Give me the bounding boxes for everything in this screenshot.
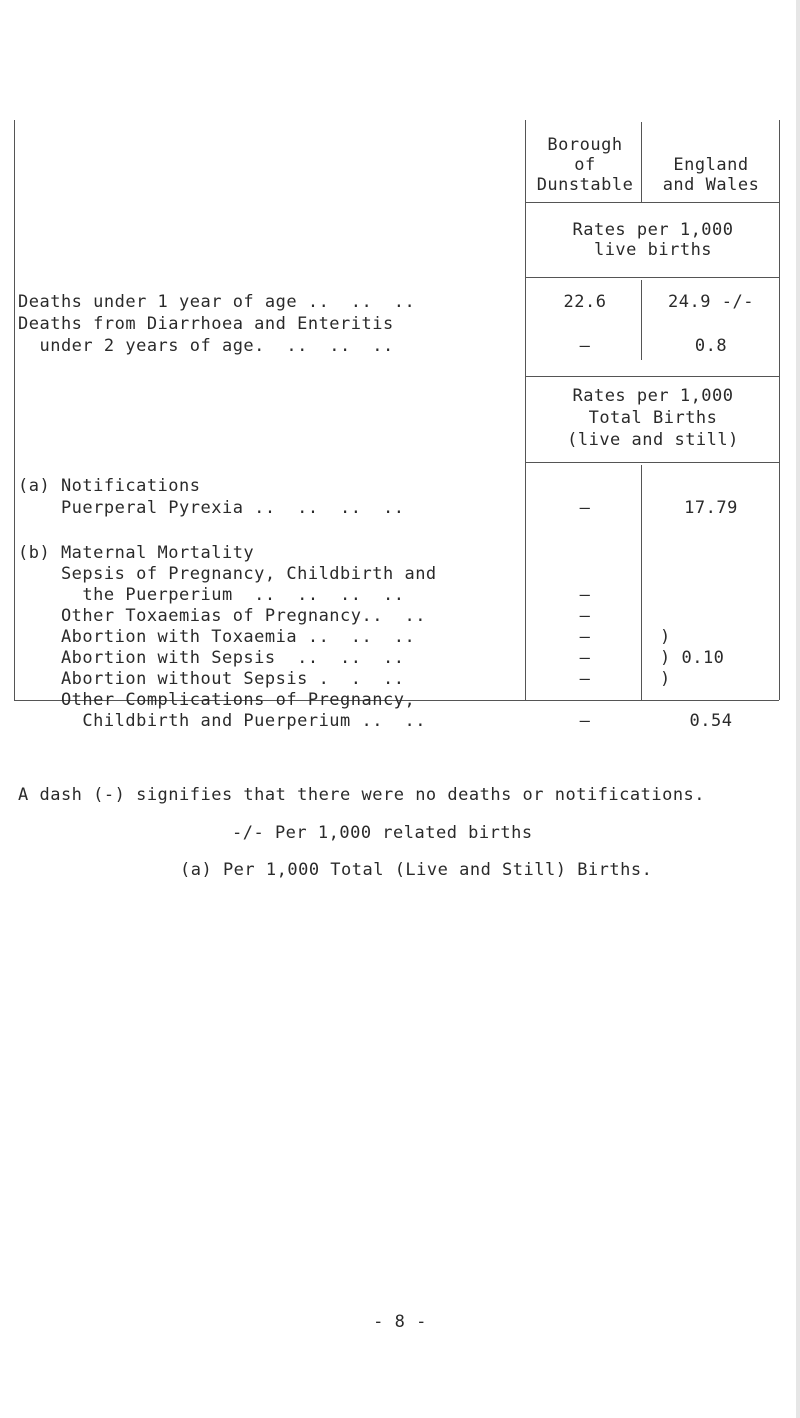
row-label: Abortion without Sepsis . . .. bbox=[18, 669, 405, 689]
rate-label-line: Rates per 1,000 bbox=[572, 220, 734, 240]
borough-value: – bbox=[579, 711, 591, 731]
rule-header-bottom bbox=[525, 202, 779, 203]
england-value: ) 0.10 bbox=[660, 648, 725, 668]
rate-label-line: (live and still) bbox=[567, 430, 739, 450]
row-label: Abortion with Sepsis .. .. .. bbox=[18, 648, 405, 668]
column-divider-middle-live bbox=[641, 280, 642, 360]
page-edge-shadow bbox=[796, 0, 800, 1418]
column-divider-middle-header bbox=[641, 122, 642, 202]
footnote-related-births: -/- Per 1,000 related births bbox=[232, 823, 533, 843]
row-label: under 2 years of age. .. .. .. bbox=[18, 336, 394, 356]
row-label: Abortion with Toxaemia .. .. .. bbox=[18, 627, 416, 647]
rule-total-rate-bottom bbox=[525, 462, 779, 463]
borough-value: – bbox=[579, 627, 591, 647]
footnote-dash: A dash (-) signifies that there were no deaths or notifications. bbox=[18, 785, 706, 805]
borough-header-line: Dunstable bbox=[536, 175, 634, 195]
rule-live-section-bottom bbox=[525, 376, 779, 377]
borough-value: – bbox=[579, 585, 591, 605]
england-value: 0.54 bbox=[689, 711, 733, 731]
borough-header-line: of bbox=[574, 155, 596, 175]
borough-value: – bbox=[579, 336, 591, 356]
row-label: Other Complications of Pregnancy, bbox=[18, 690, 416, 710]
england-value: ) bbox=[660, 627, 671, 647]
row-label: Puerperal Pyrexia .. .. .. .. bbox=[18, 498, 405, 518]
borough-value: – bbox=[579, 669, 591, 689]
borough-value: – bbox=[579, 498, 591, 518]
column-divider-left bbox=[525, 120, 526, 700]
row-label: Other Toxaemias of Pregnancy.. .. bbox=[18, 606, 426, 626]
row-label: (a) Notifications bbox=[18, 476, 201, 496]
row-label: Childbirth and Puerperium .. .. bbox=[18, 711, 426, 731]
column-divider-middle-total bbox=[641, 465, 642, 700]
rule-live-rate-bottom bbox=[525, 277, 779, 278]
borough-value: – bbox=[579, 648, 591, 668]
england-value: 17.79 bbox=[684, 498, 738, 518]
england-header-line: England bbox=[673, 155, 749, 175]
left-rule bbox=[14, 120, 15, 700]
borough-value: 22.6 bbox=[563, 292, 607, 312]
rate-label-line: Rates per 1,000 bbox=[572, 386, 734, 406]
row-label: (b) Maternal Mortality bbox=[18, 543, 255, 563]
borough-header-line: Borough bbox=[547, 135, 623, 155]
rate-label-line: Total Births bbox=[588, 408, 718, 428]
borough-value: – bbox=[579, 606, 591, 626]
column-divider-right bbox=[779, 120, 780, 700]
row-label: Sepsis of Pregnancy, Childbirth and bbox=[18, 564, 437, 584]
row-label: Deaths from Diarrhoea and Enteritis bbox=[18, 314, 394, 334]
england-value: 24.9 -/- bbox=[668, 292, 754, 312]
row-label: Deaths under 1 year of age .. .. .. bbox=[18, 292, 416, 312]
england-header-line: and Wales bbox=[662, 175, 760, 195]
rate-label-line: live births bbox=[593, 240, 713, 260]
england-value: 0.8 bbox=[694, 336, 728, 356]
footnote-total-births: (a) Per 1,000 Total (Live and Still) Births. bbox=[180, 860, 653, 880]
row-label: the Puerperium .. .. .. .. bbox=[18, 585, 405, 605]
england-value: ) bbox=[660, 669, 671, 689]
page-number: - 8 - bbox=[373, 1312, 427, 1332]
